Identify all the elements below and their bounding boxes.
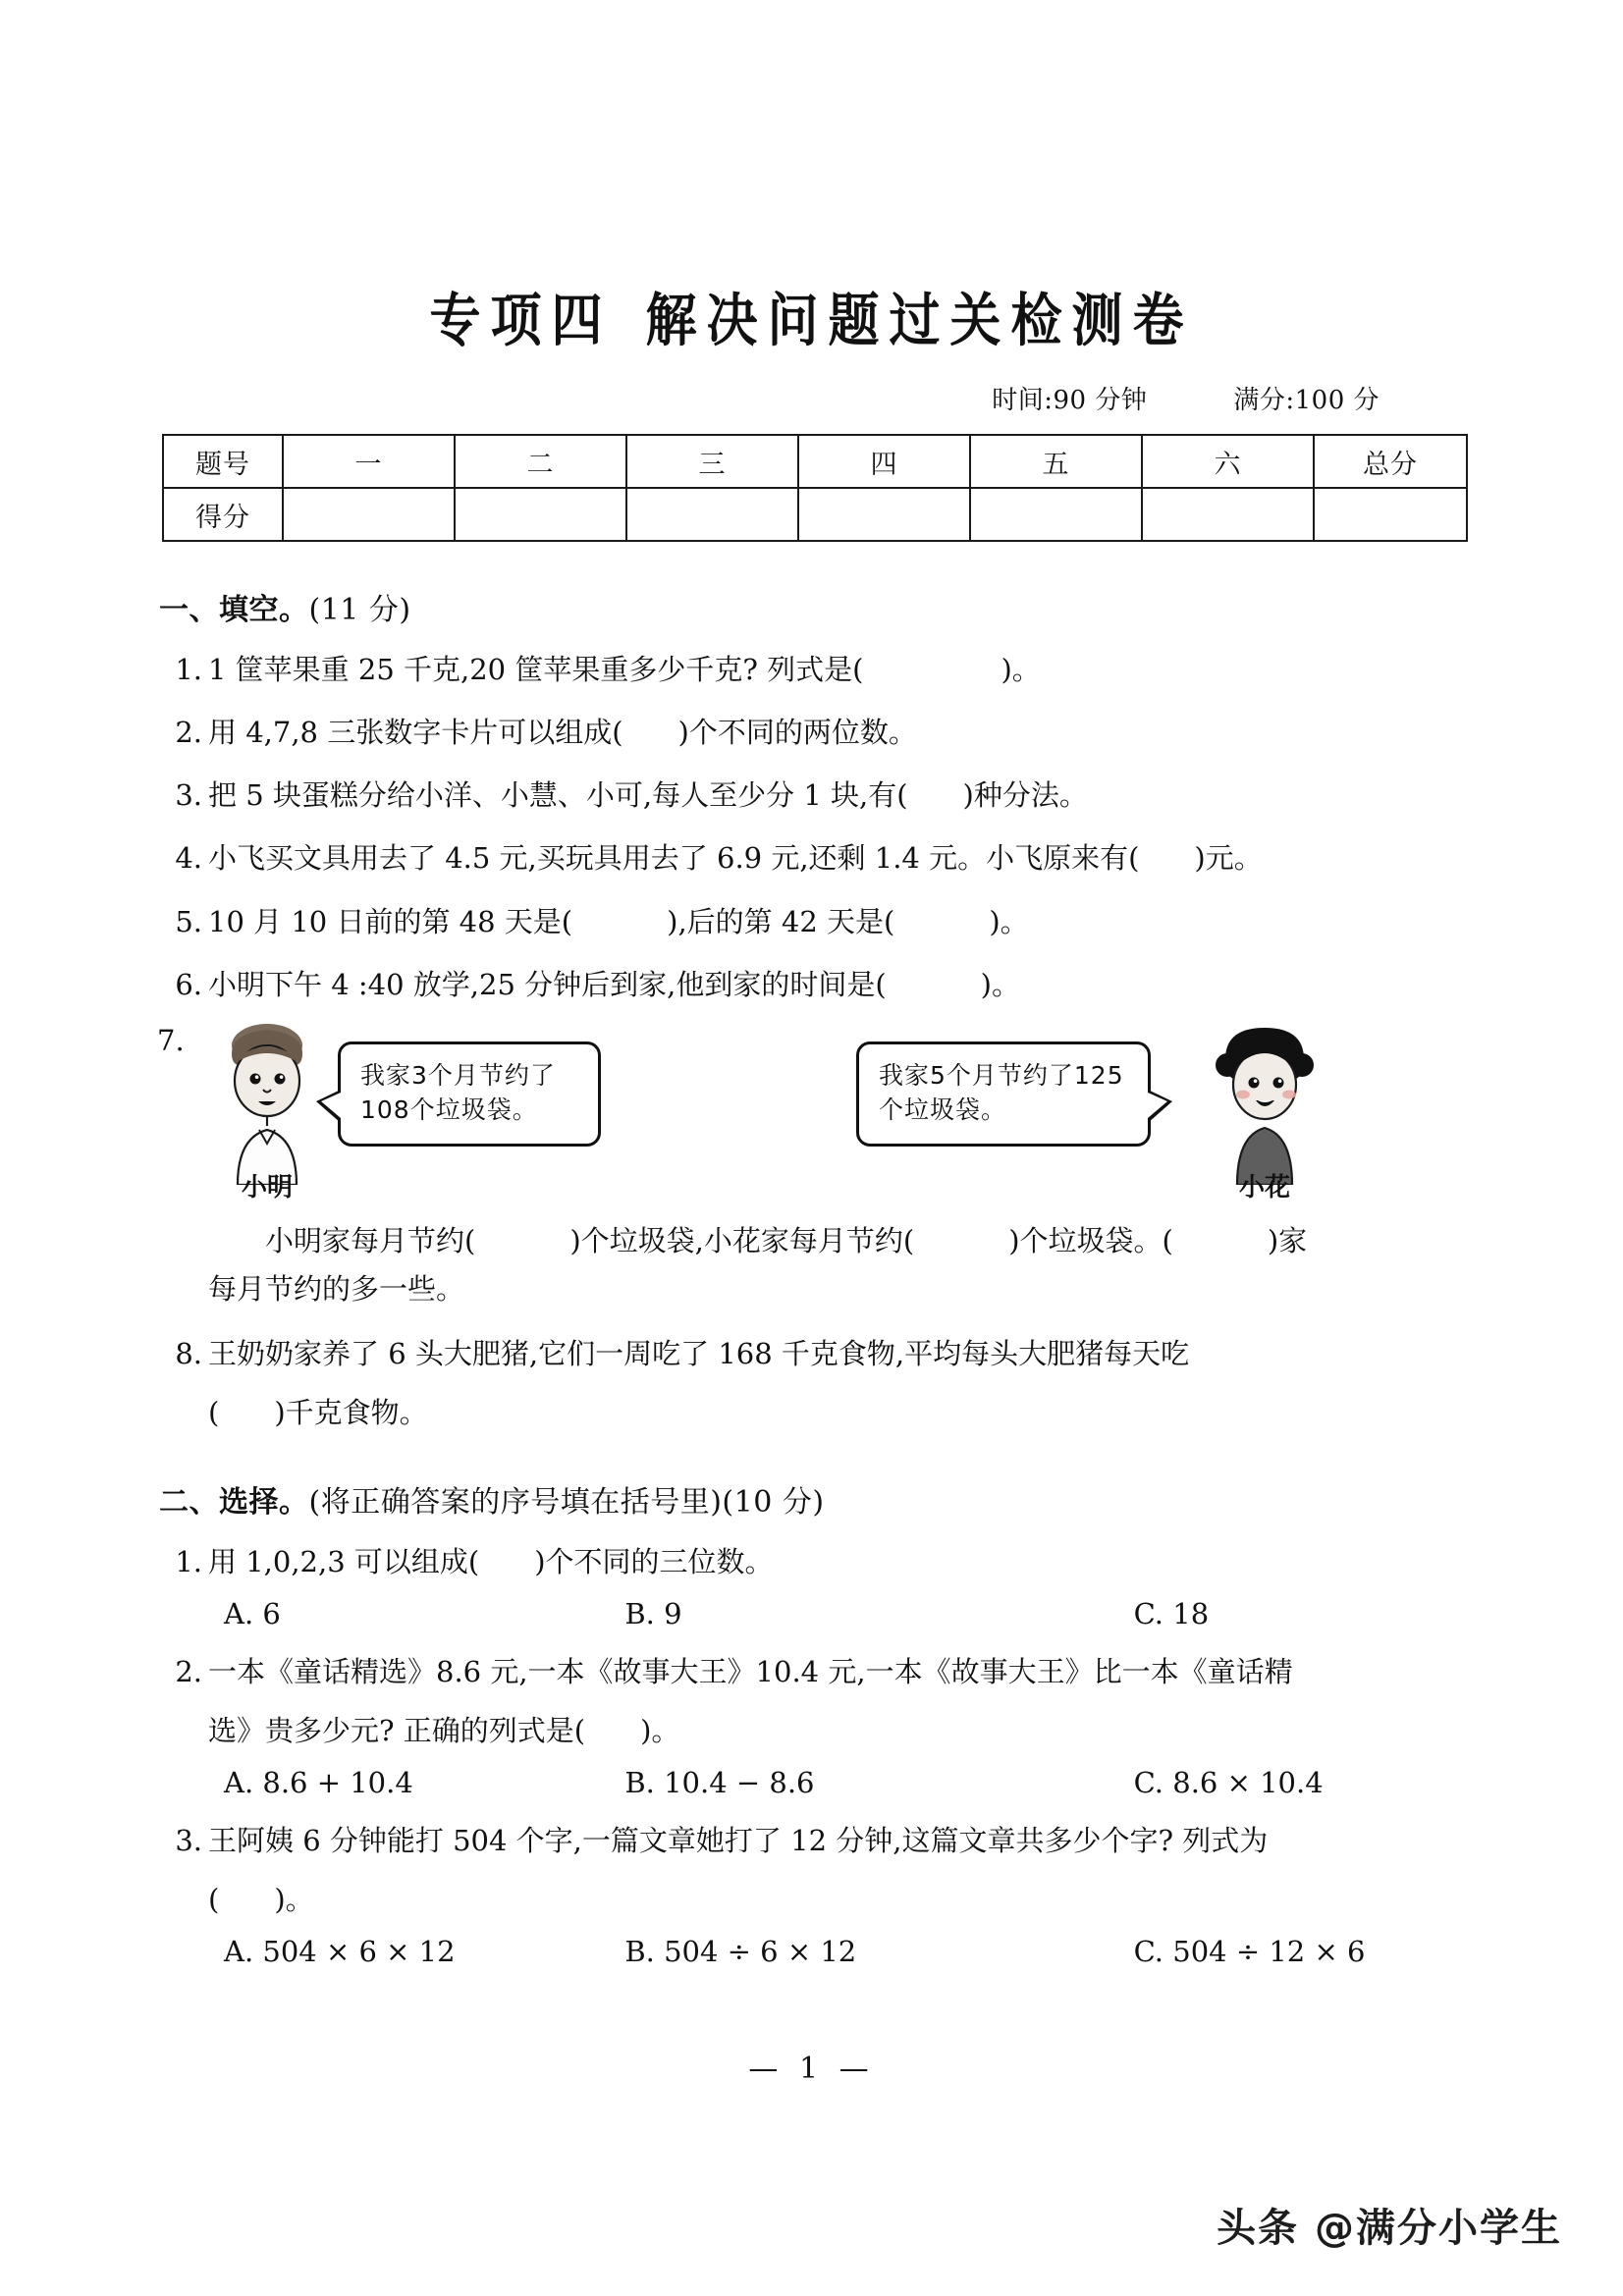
score-cell-3[interactable]: [626, 488, 798, 541]
item-text-line1: 一本《童话精选》8.6 元,一本《故事大王》10.4 元,一本《故事大王》比一本《童话精: [208, 1654, 1293, 1688]
table-row: [163, 435, 1467, 488]
fill-item-1: [175, 648, 1476, 691]
boy-avatar-icon: [214, 1020, 320, 1185]
item-text-mid: ),后的第 42 天是(: [667, 904, 895, 938]
item-number: 5.: [175, 904, 202, 938]
fill-item-7-illustration: [157, 1020, 1623, 1202]
score-cell-6[interactable]: [1142, 488, 1314, 541]
girl-name-label: 小花: [1238, 1172, 1290, 1202]
item-text: 10 月 10 日前的第 48 天是(: [208, 904, 573, 938]
item-text-b: )。: [274, 1883, 314, 1917]
score-table-col-5: 五: [970, 435, 1142, 488]
item-text-line1: 王奶奶家养了 6 头大肥猪,它们一周吃了 168 千克食物,平均每头大肥猪每天吃: [208, 1336, 1190, 1370]
bubble-tail-icon: [316, 1090, 341, 1123]
choice-item-3-options: [224, 1935, 1476, 1968]
item-text: 小明下午 4 :40 放学,25 分钟后到家,他到家的时间是(: [208, 967, 887, 1001]
score-table-col-1: 一: [283, 435, 455, 488]
bubble-tail-icon: [1148, 1090, 1172, 1123]
choice-item-2: [175, 1650, 1476, 1693]
item-text-tail: )元。: [1194, 841, 1263, 876]
score-table-col-4: 四: [798, 435, 970, 488]
exam-time: 时间:90 分钟: [992, 386, 1148, 416]
option-c[interactable]: C. 8.6 × 10.4: [1133, 1765, 1324, 1799]
item-number: 2.: [175, 716, 202, 750]
item-text: 用 1,0,2,3 可以组成(: [208, 1544, 480, 1578]
item-text-tail: )。: [1001, 653, 1041, 687]
section-2-title: 二、选择。: [159, 1484, 309, 1520]
item-text-c: )个垃圾袋。(: [1008, 1223, 1173, 1257]
score-table-col-6: 六: [1142, 435, 1314, 488]
item-number: 2.: [175, 1654, 202, 1688]
score-table: [162, 434, 1468, 542]
item-text-tail: )个不同的三位数。: [534, 1544, 774, 1578]
choice-item-1: [175, 1540, 1476, 1583]
section-1-heading: [159, 585, 1623, 628]
choice-item-3: [175, 1819, 1476, 1862]
fill-item-8: [175, 1332, 1476, 1375]
item-text-line1: 王阿姨 6 分钟能打 504 个字,一篇文章她打了 12 分钟,这篇文章共多少个字? 列式为: [208, 1823, 1269, 1857]
speech-bubble-right: [856, 1041, 1151, 1147]
option-b[interactable]: B. 504 ÷ 6 × 12: [624, 1935, 857, 1969]
item-number: 1.: [175, 1544, 202, 1578]
table-row: [163, 488, 1467, 541]
item-text-tail: )。: [989, 904, 1029, 938]
option-b[interactable]: B. 9: [624, 1596, 682, 1630]
item-text-a: (: [208, 1883, 220, 1917]
item-number: 8.: [175, 1336, 202, 1370]
section-1-points: (11 分): [308, 593, 411, 628]
section-2-heading: [159, 1477, 1623, 1521]
boy-name-label: 小明: [241, 1172, 293, 1202]
fill-item-4: [175, 836, 1476, 880]
fill-item-3: [175, 774, 1476, 817]
watermark: 头条 @满分小学生: [1217, 2206, 1562, 2251]
item-number: 6.: [175, 967, 202, 1001]
option-b[interactable]: B. 10.4 − 8.6: [624, 1765, 815, 1799]
item-text: 把 5 块蛋糕分给小洋、小慧、小可,每人至少分 1 块,有(: [208, 778, 908, 813]
page-title-part1: 专项四: [429, 288, 613, 354]
option-a[interactable]: A. 504 × 6 × 12: [224, 1935, 456, 1969]
page-title-part2: 解决问题过关检测卷: [645, 288, 1194, 354]
item-number: 3.: [175, 1823, 202, 1857]
item-text-tail: )个不同的两位数。: [677, 716, 917, 750]
speech-bubble-left-text: 我家3个月节约了108个垃圾袋。: [360, 1060, 556, 1125]
fill-item-7-line-2: 每月节约的多一些。: [208, 1271, 465, 1306]
item-text-a: (: [208, 1395, 220, 1429]
item-text: 用 4,7,8 三张数字卡片可以组成(: [208, 716, 623, 750]
score-table-wrapper: [162, 434, 1468, 542]
score-cell-2[interactable]: [455, 488, 626, 541]
item-number: 1.: [175, 653, 202, 687]
fill-item-5: [175, 900, 1476, 943]
fill-item-7-line-1: [265, 1218, 1476, 1264]
girl-avatar-icon: [1212, 1020, 1318, 1185]
option-a[interactable]: A. 6: [224, 1596, 281, 1630]
score-cell-1[interactable]: [283, 488, 455, 541]
exam-meta: [0, 380, 1380, 416]
item-text-a: 小明家每月节约(: [265, 1223, 476, 1257]
section-1-title: 一、填空。: [159, 593, 309, 628]
item-text-b: )。: [640, 1713, 680, 1747]
score-cell-4[interactable]: [798, 488, 970, 541]
item-number: 4.: [175, 841, 202, 876]
option-a[interactable]: A. 8.6 + 10.4: [224, 1765, 413, 1799]
score-table-col-3: 三: [626, 435, 798, 488]
score-table-total-header: 总分: [1314, 435, 1467, 488]
option-c[interactable]: C. 18: [1133, 1596, 1210, 1630]
speech-bubble-left: [338, 1041, 601, 1147]
score-cell-total[interactable]: [1314, 488, 1467, 541]
score-table-col-2: 二: [455, 435, 626, 488]
item-text-a: 选》贵多少元? 正确的列式是(: [208, 1713, 586, 1747]
item-text-tail: )。: [980, 967, 1020, 1001]
score-table-row-label-2: 得分: [163, 488, 283, 541]
speech-bubble-right-text: 我家5个月节约了125个垃圾袋。: [879, 1060, 1124, 1125]
item-text: 1 筐苹果重 25 千克,20 筐苹果重多少千克? 列式是(: [208, 653, 864, 687]
page-title: [0, 288, 1623, 354]
choice-item-1-options: [224, 1597, 1476, 1630]
choice-item-2-line-2: [208, 1709, 1476, 1752]
fill-item-2: [175, 711, 1476, 754]
item-number: 7.: [157, 1023, 185, 1057]
score-cell-5[interactable]: [970, 488, 1142, 541]
fill-item-6: [175, 963, 1476, 1006]
fill-item-8-line-2: [208, 1391, 1476, 1434]
item-text-tail: )种分法。: [962, 778, 1088, 813]
option-c[interactable]: C. 504 ÷ 12 × 6: [1133, 1935, 1366, 1969]
item-text-b: )个垃圾袋,小花家每月节约(: [569, 1223, 915, 1257]
section-2-note: (将正确答案的序号填在括号里)(10 分): [308, 1484, 825, 1520]
page-number: — 1 —: [748, 2052, 875, 2086]
choice-item-2-options: [224, 1766, 1476, 1799]
choice-item-3-line-2: [208, 1878, 1476, 1921]
item-text-d: )家: [1267, 1223, 1308, 1257]
exam-full-score: 满分:100 分: [1233, 386, 1380, 416]
item-text: 小飞买文具用去了 4.5 元,买玩具用去了 6.9 元,还剩 1.4 元。小飞原来有(: [208, 841, 1140, 876]
score-table-row-label-1: 题号: [163, 435, 283, 488]
item-number: 3.: [175, 778, 202, 813]
item-text-b: )千克食物。: [274, 1395, 428, 1429]
